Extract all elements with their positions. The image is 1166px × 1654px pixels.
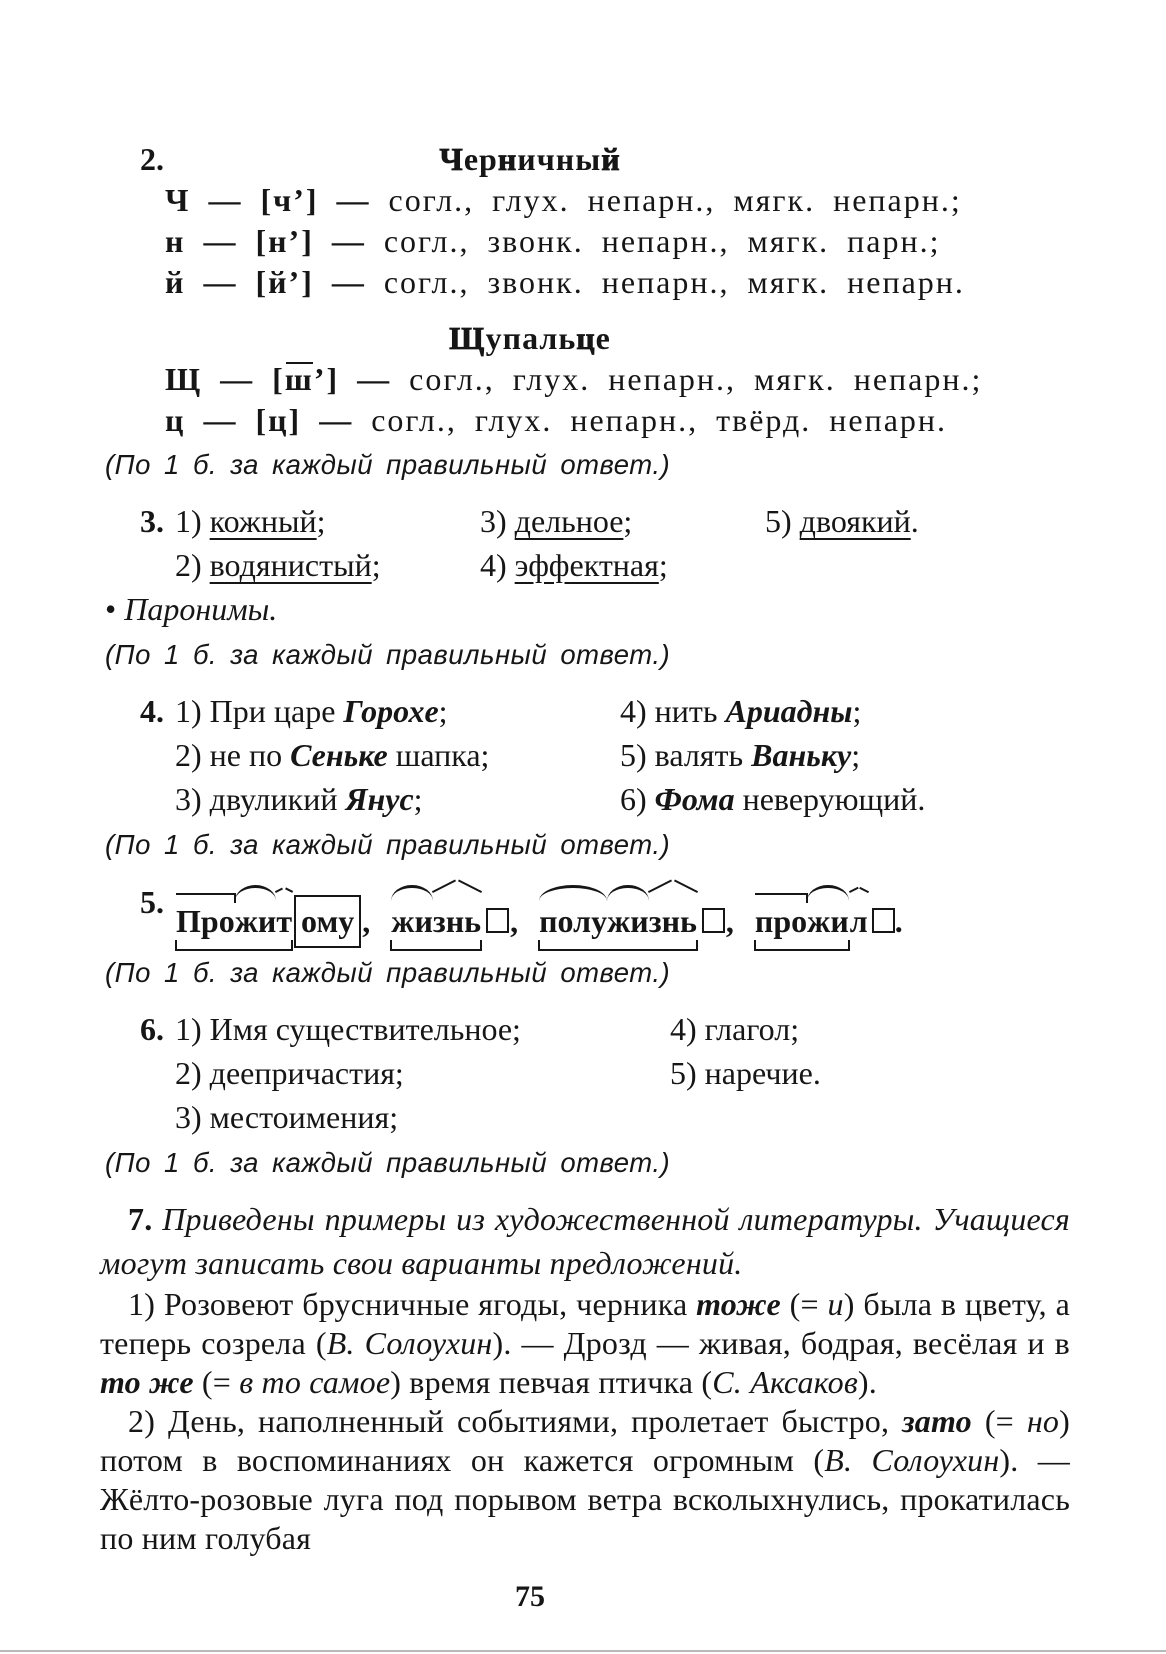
text-segment: Ариадны — [725, 693, 853, 729]
text-segment: тоже — [696, 1286, 781, 1322]
answer-row — [100, 1051, 1070, 1095]
text-segment: е — [595, 320, 611, 356]
answer-row — [100, 543, 1070, 587]
morpheme-word-prozhitomu — [175, 895, 361, 949]
text-segment: ). — Жёлто-розовые луга под порывом ветра всколыхнулись, прокатилась по ним голубая — [100, 1442, 1079, 1556]
text-segment: зато — [902, 1403, 972, 1439]
task-2-number: 2. — [140, 141, 164, 177]
stem-underline — [754, 898, 850, 949]
text-segment: 1) — [175, 503, 210, 539]
text-segment: Приведены примеры из художественной литературы. Учащиеся могут записать свои варианты предложений. — [100, 1201, 1079, 1281]
text-segment: ) время певчая птичка ( — [390, 1364, 713, 1400]
scan-edge-line — [0, 1650, 1166, 1652]
text-segment: ; — [623, 503, 633, 539]
text-segment: ; — [438, 693, 448, 729]
word-title-shchupaltse — [100, 317, 1070, 359]
example-sentence-2 — [100, 1402, 1079, 1558]
text-segment: водянистый — [209, 547, 372, 583]
term-note — [105, 587, 1070, 631]
text-segment: (= — [971, 1403, 1027, 1439]
text-segment: Паронимы. — [124, 591, 278, 627]
text-segment: 3) — [480, 503, 515, 539]
text-segment: неверующий. — [734, 781, 926, 817]
separator: , — [725, 903, 734, 939]
text-segment: дельное — [514, 503, 624, 539]
word-title-chernichny — [100, 138, 1070, 180]
text-segment: ичны — [517, 141, 602, 177]
task-7-note — [100, 1197, 1079, 1285]
score-note: (По 1 б. за каждый правильный ответ.) — [105, 449, 671, 480]
answer-row — [100, 777, 1070, 821]
score-note: (По 1 б. за каждый правильный ответ.) — [105, 957, 671, 988]
morpheme-word-poluzhizn — [538, 898, 725, 949]
answer-row — [100, 733, 1070, 777]
text-segment: шапка; — [387, 737, 490, 773]
text-segment: В. Солоухин — [824, 1442, 1000, 1478]
suffix-caret: л — [850, 898, 868, 944]
phonetic-line — [165, 180, 1070, 221]
text-segment: 7. — [128, 1201, 163, 1237]
text-segment: Щ — [449, 320, 486, 356]
text-segment: ц — [ц] — — [165, 402, 372, 438]
answer-item: 4) глагол; — [670, 1011, 800, 1047]
root-arc: жи — [807, 898, 849, 944]
text-segment: 4) — [480, 547, 515, 583]
text-segment: 2) не по — [175, 737, 291, 773]
answer-row — [100, 689, 1070, 733]
morpheme-row — [100, 879, 1070, 949]
answer-item: 1) Имя существительное; — [175, 1011, 521, 1047]
score-note: (По 1 б. за каждый правильный ответ.) — [105, 1147, 671, 1178]
sentence-period: . — [894, 903, 903, 939]
text-segment: 5) — [765, 503, 800, 539]
answer-item: 2) деепричастия; — [175, 1055, 404, 1091]
text-segment: 1) Розовеют брусничные ягоды, черника — [128, 1286, 697, 1322]
prefix-mark: Про — [176, 898, 235, 944]
separator: , — [510, 903, 519, 939]
text-segment: . — [910, 503, 919, 539]
stem-underline — [538, 898, 698, 949]
text-segment: согл., глух. непарн., мягк. непарн.; — [388, 182, 962, 218]
answer-item — [620, 733, 1070, 777]
answer-item — [765, 499, 1070, 543]
text-segment: 1) При царе — [175, 693, 344, 729]
suffix-caret: т — [276, 898, 292, 944]
text-segment: ). — [857, 1364, 877, 1400]
zero-ending-box — [702, 908, 725, 933]
score-note: (По 1 б. за каждый правильный ответ.) — [105, 639, 671, 670]
text-segment: й — [601, 141, 621, 177]
text-segment: (= — [193, 1364, 240, 1400]
text-segment: но — [1026, 1403, 1060, 1439]
text-segment: н — [497, 141, 518, 177]
answer-item — [620, 777, 1070, 821]
task-4-answer — [100, 689, 1070, 863]
text-segment: согл., глух. непарн., твёрд. непарн. — [371, 402, 948, 438]
score-note: (По 1 б. за каждый правильный ответ.) — [105, 829, 671, 860]
text-segment: 2) День, наполненный событиями, пролетает быстро, — [128, 1403, 903, 1439]
text-segment: ; — [658, 547, 668, 583]
text-segment: ; — [852, 693, 862, 729]
root-arc: полу — [539, 898, 607, 944]
text-segment: • — [105, 591, 125, 627]
phonetic-line — [165, 359, 1070, 400]
text-segment: Горохе — [343, 693, 439, 729]
task-6-answer — [100, 1007, 1070, 1181]
text-segment: ; — [851, 737, 861, 773]
text-segment: кожный — [209, 503, 317, 539]
stem-underline — [390, 898, 482, 949]
text-segment: ; — [413, 781, 423, 817]
task-3-answer — [100, 499, 1070, 673]
text-segment: в то самое — [239, 1364, 391, 1400]
root-arc: жи — [235, 898, 277, 944]
text-segment: упаль — [485, 320, 577, 356]
answer-item — [480, 499, 765, 543]
text-segment: ) потом в воспоминаниях он кажется огромным ( — [100, 1403, 1079, 1478]
text-segment: ш — [284, 361, 314, 397]
task-4-number: 4. — [140, 693, 164, 729]
text-segment: В. Солоухин — [326, 1325, 493, 1361]
phonetic-line — [165, 221, 1070, 262]
text-segment: Ч — [439, 141, 464, 177]
answer-item — [175, 733, 620, 777]
answer-item: 5) наречие. — [670, 1055, 821, 1091]
morpheme-words — [175, 895, 1070, 949]
suffix-caret: знь — [649, 898, 697, 944]
root-arc: жи — [607, 898, 649, 944]
task-5-number: 5. — [140, 884, 164, 920]
text-segment: ). — Дрозд — живая, бодрая, весёлая и в — [492, 1325, 1079, 1361]
text-segment: согл., звонк. непарн., мягк. парн.; — [383, 223, 941, 259]
answer-item — [175, 499, 480, 543]
zero-ending-box — [486, 908, 509, 933]
text-segment: ; — [371, 547, 381, 583]
answer-row — [100, 1007, 1070, 1051]
task-2-answer — [100, 138, 1070, 483]
text-segment: Ч — [ч’] — — [165, 182, 389, 218]
task-2-subheader — [100, 317, 1070, 359]
answer-item — [175, 777, 620, 821]
text-segment: Фома — [654, 781, 735, 817]
answer-row — [100, 499, 1070, 543]
separator: , — [362, 903, 371, 939]
phonetic-line — [165, 262, 1070, 303]
task-6-number: 6. — [140, 1011, 164, 1047]
text-segment: Сеньке — [290, 737, 388, 773]
morpheme-word-zhizn — [390, 898, 509, 949]
answer-item — [480, 543, 1070, 587]
text-segment: 4) нить — [620, 693, 726, 729]
text-segment: 5) валять — [620, 737, 752, 773]
ending-box: ому — [294, 895, 361, 948]
text-segment: согл., звонк. непарн., мягк. непарн. — [383, 264, 965, 300]
text-segment: ; — [316, 503, 326, 539]
morpheme-word-prozhil — [754, 898, 903, 949]
text-segment: Янус — [345, 781, 414, 817]
task-5-answer — [100, 879, 1070, 991]
answer-item — [175, 543, 480, 587]
task-3-number: 3. — [140, 503, 164, 539]
text-segment: ц — [576, 320, 596, 356]
text-segment: эффектная — [514, 547, 659, 583]
phonetic-line — [165, 400, 1070, 441]
text-segment: 6) — [620, 781, 655, 817]
text-segment: С. Аксаков — [712, 1364, 858, 1400]
text-segment: Ваньку — [751, 737, 852, 773]
example-sentence-1 — [100, 1285, 1079, 1402]
answer-item — [620, 689, 1070, 733]
root-arc: жи — [391, 898, 433, 944]
task-2-header — [100, 138, 1070, 180]
page-number: 75 — [515, 1580, 545, 1613]
suffix-caret: знь — [433, 898, 481, 944]
answer-item: 3) местоимения; — [175, 1099, 399, 1135]
stem-underline — [175, 898, 293, 949]
answer-row — [100, 1095, 1070, 1139]
text-segment: 3) двуликий — [175, 781, 346, 817]
text-segment: Щ — [ — [165, 361, 285, 397]
text-segment: (= — [780, 1286, 828, 1322]
text-segment: и — [827, 1286, 844, 1322]
text-segment: 2) — [175, 547, 210, 583]
text-segment: ер — [463, 141, 498, 177]
prefix-mark: про — [755, 898, 807, 944]
text-segment: то же — [100, 1364, 194, 1400]
text-segment: ) была в цвету, а теперь созрела ( — [100, 1286, 1079, 1361]
answer-item — [175, 689, 620, 733]
task-7-answer — [100, 1197, 1079, 1558]
text-segment: н — [н’] — — [165, 223, 384, 259]
text-segment: й — [й’] — — [165, 264, 384, 300]
zero-ending-box — [872, 908, 895, 933]
text-segment: согл., глух. непарн., мягк. непарн.; — [409, 361, 983, 397]
text-segment: ’] — — [313, 361, 410, 397]
text-segment: двоякий — [799, 503, 911, 539]
